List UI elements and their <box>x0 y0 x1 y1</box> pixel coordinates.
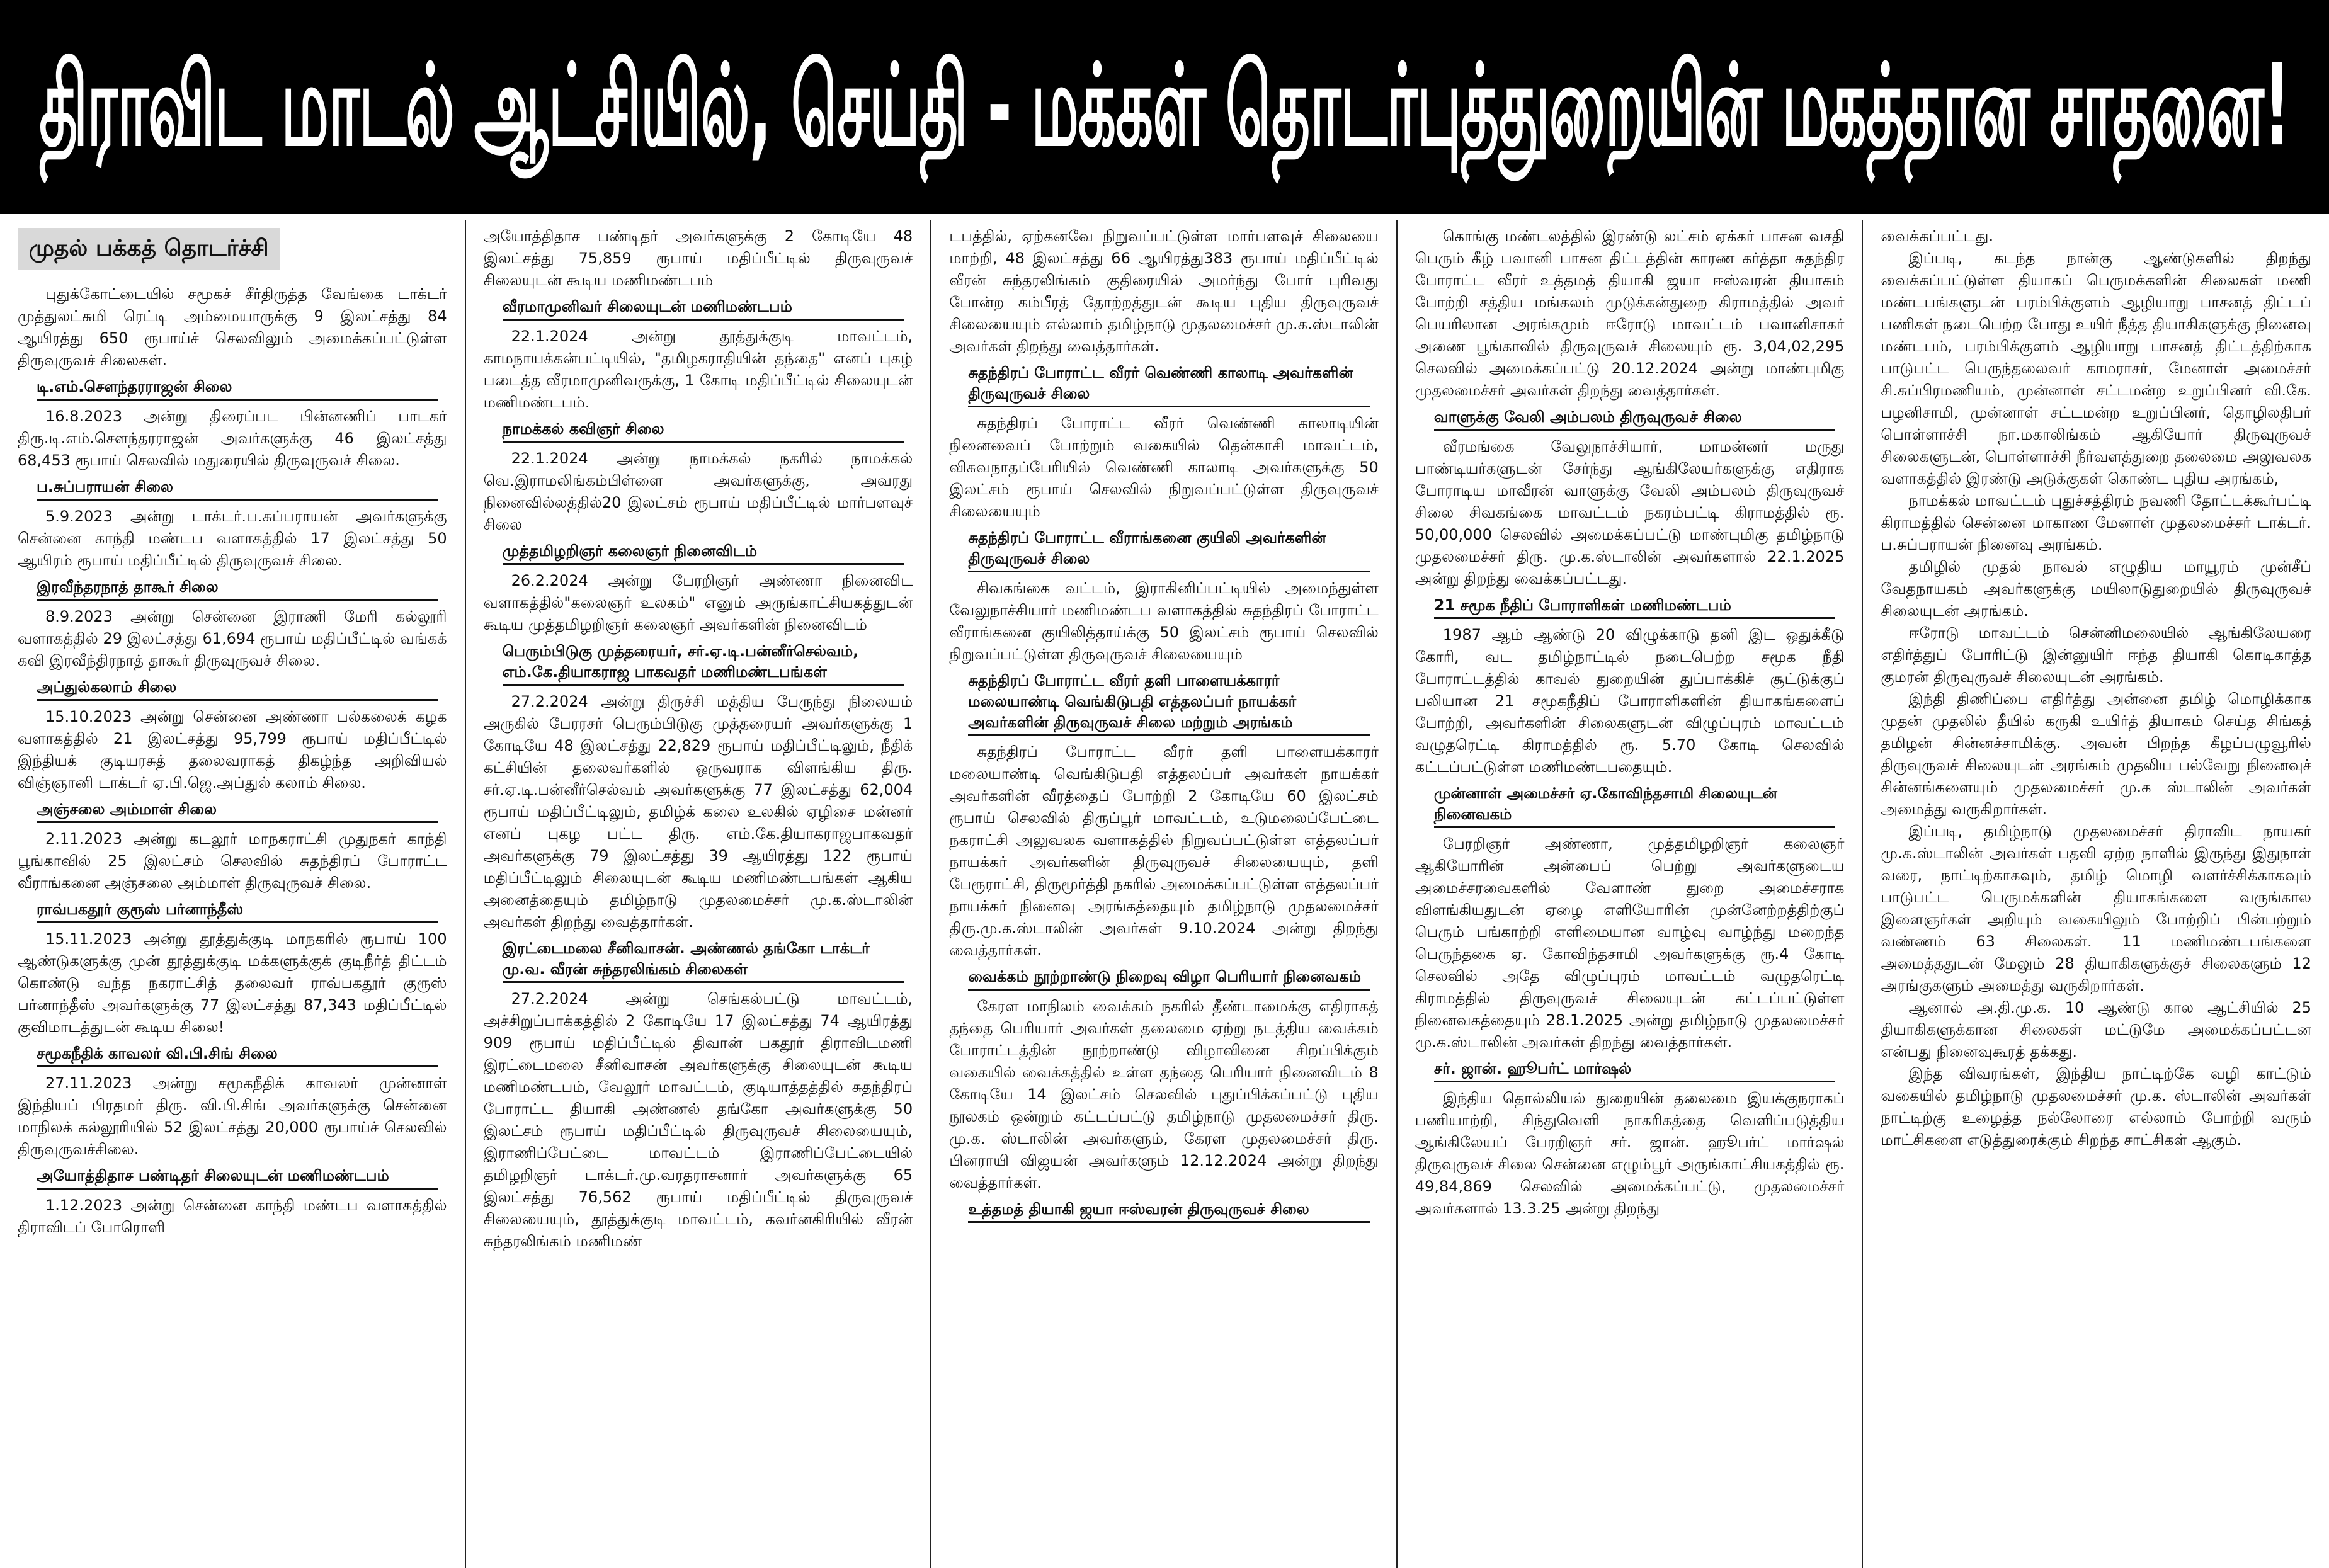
article-paragraph: இந்தி திணிப்பை எதிர்த்து அன்னை தமிழ் மொழிக்காக முதன் முதலில் தீயில் கருகி உயிர்த் தியாகம் செய்த சிங்கத் தமிழன் சின்னச்சாமிக்கு. அவன் பிறந்த கீழப்பழுவூரில் திருவுருவச் சிலையுடன் அரங்கம் முதலிய பல்வேறு நினைவுச் சின்னங்களையும் முதலமைச்சர் மு.க ஸ்டாலின் அவர்கள் அமைத்து வருகிறார்கள். <box>1881 690 2311 818</box>
article-paragraph: சிவகங்கை வட்டம், இராகினிப்பட்டியில் அமைந்துள்ள வேலுநாச்சியார் மணிமண்டப வளாகத்தில் சுதந்திரப் போராட்ட வீராங்கனை குயிலித்தாய்க்கு 50 இலட்சம் ரூபாய் செலவில் நிறுவப்பட்டுள்ள திருவுருவச் சிலையையும் <box>949 579 1379 663</box>
article-paragraph: 2.11.2023 அன்று கடலூர் மாநகராட்சி முதுநகர் காந்தி பூங்காவில் 25 இலட்சம் செலவில் சுதந்திரப் போராட்ட வீராங்கனை அஞ்சலை அம்மாள் திருவுருவச் சிலை. <box>18 830 447 892</box>
article-paragraph: நாமக்கல் மாவட்டம் புதுச்சத்திரம் நவணி தோட்டக்கூர்பட்டி கிராமத்தில் சென்னை மாகாண மேனாள் முதலமைச்சர் டாக்டர். ப.சுப்பராயன் நினைவு அரங்கம். <box>1881 492 2311 554</box>
section-subheading: இரவீந்தரநாத் தாகூர் சிலை <box>37 577 438 601</box>
section-subheading: உத்தமத் தியாகி ஜயா ஈஸ்வரன் திருவுருவச் சிலை <box>968 1199 1370 1223</box>
article-paragraph: கேரள மாநிலம் வைக்கம் நகரில் தீண்டாமைக்கு எதிராகத் தந்தை பெரியார் அவர்கள் தலைமை ஏற்று நடத்திய வைக்கம் போராட்டத்தின் நூற்றாண்டு விழாவினை சிறப்பிக்கும் வகையில் வைக்கத்தில் உள்ள தந்தை பெரியார் நினைவிடம் 8 கோடியே 14 இலட்சம் செலவில் புதுப்பிக்கப்பட்டு புதிய நூலகம் ஒன்றும் கட்டப்பட்டு தமிழ்நாடு முதலமைச்சர் திரு. மு.க. ஸ்டாலின் அவர்களும், கேரள முதலமைச்சர் திரு. பினராயி விஜயன் அவர்களும் 12.12.2024 அன்று திறந்து வைத்தார்கள். <box>949 997 1379 1191</box>
section-subheading: சுதந்திரப் போராட்ட வீராங்கனை குயிலி அவர்களின் திருவுருவச் சிலை <box>968 528 1370 572</box>
section-subheading: அப்துல்கலாம் சிலை <box>37 677 438 701</box>
section-subheading: டி.எம்.சௌந்தரராஜன் சிலை <box>37 377 438 401</box>
article-paragraph: இப்படி, கடந்த நான்கு ஆண்டுகளில் திறந்து வைக்கப்பட்டுள்ள தியாகப் பெருமக்களின் சிலைகள் மணி மண்டபங்களுடன் பரம்பிக்குளம் ஆழியாறு பாசனத் திட்டப் பணிகள் நடைபெற்ற போது உயிர் நீத்த தியாகிகளுக்கு நினைவு மண்டபம், பரம்பிக்குளம் ஆழியாறு பாசனத் திட்டத்திற்காக பாடுபட்ட பெருந்தலைவர் காமராசர், மேனாள் அமைச்சர் சி.சுப்பிரமணியம், முன்னாள் சட்டமன்ற உறுப்பினர் வி.கே. பழனிசாமி, முன்னாள் சட்டமன்ற உறுப்பினர், தொழிலதிபர் பொள்ளாச்சி நா.மகாலிங்கம் ஆகியோர் திருவுருவச் சிலைகளுடன், பொள்ளாச்சி நீர்வளத்துறை தலைமை அலுவலக வளாகத்தில் இரண்டு அடுக்குகள் கொண்ட புதிய அரங்கம், <box>1881 249 2311 487</box>
section-subheading: வைக்கம் நூற்றாண்டு நிறைவு விழா பெரியார் நினைவகம் <box>968 967 1370 991</box>
article-paragraph: 1987 ஆம் ஆண்டு 20 விழுக்காடு தனி இட ஒதுக்கீடு கோரி, வட தமிழ்நாட்டில் நடைபெற்ற சமூக நீதி போராட்டத்தில் காவல் துறையின் துப்பாக்கிச் சூட்டுக்குப் பலியான 21 சமூகநீதிப் போராளிகளின் தியாகங்களைப் போற்றி, அவர்களின் சிலைகளுடன் விழுப்புரம் மாவட்டம் வழுதரெட்டி கிராமத்தில் ரூ. 5.70 கோடி செலவில் கட்டப்பட்டுள்ள மணிமண்டபதையும். <box>1415 626 1845 776</box>
continued-paragraph: அயோத்திதாச பண்டிதர் அவர்களுக்கு 2 கோடியே 48 இலட்சத்து 75,859 ரூபாய் மதிப்பீட்டில் திருவுருவச் சிலையுடன் கூடிய மணிமண்டபம் <box>483 227 913 289</box>
article-paragraph: 15.10.2023 அன்று சென்னை அண்ணா பல்கலைக் கழக வளாகத்தில் 21 இலட்சத்து 95,799 ரூபாய் மதிப்பீட்டில் இந்தியக் குடியரசுத் தலைவராகத் திகழ்ந்த அறிவியல் விஞ்ஞானி டாக்டர் ஏ.பி.ஜெ.அப்துல் கலாம் சிலை. <box>18 708 447 792</box>
headline-banner <box>0 0 2329 214</box>
section-subheading: சுதந்திரப் போராட்ட வீரர் வெண்ணி காலாடி அவர்களின் திருவுருவச் சிலை <box>968 363 1370 407</box>
article-paragraph: 22.1.2024 அன்று நாமக்கல் நகரில் நாமக்கல் வெ.இராமலிங்கம்பிள்ளை அவர்களுக்கு, அவரது நினைவில்லத்தில்20 இலட்சம் ரூபாய் மதிப்பீட்டில் மார்பளவுச் சிலை <box>483 450 913 533</box>
article-paragraph: சுதந்திரப் போராட்ட வீரர் தளி பாளையக்காரர் மலையாண்டி வெங்கிடுபதி எத்தலப்பர் அவர்கள் நாயக்கர் அவர்களின் வீரத்தைப் போற்றி 2 கோடியே 60 இலட்சம் ரூபாய் செலவில் திருப்பூர் மாவட்டம், உடுமலைப்பேட்டை நகராட்சி அலுவலக வளாகத்தில் நிறுவப்பட்டுள்ள எத்தலப்பர் நாயக்கர் அவர்களின் திருவுருவச் சிலையையும், தளி பேரூராட்சி, திருமூர்த்தி நகரில் அமைக்கப்பட்டுள்ள எத்தலப்பர் நாயக்கர் நினைவு அரங்கத்தையும் தமிழ்நாடு முதலமைச்சர் திரு.மு.க.ஸ்டாலின் அவர்கள் 9.10.2024 அன்று திறந்து வைத்தார்கள். <box>949 743 1379 959</box>
article-paragraph: 27.2.2024 அன்று செங்கல்பட்டு மாவட்டம், அச்சிறுப்பாக்கத்தில் 2 கோடியே 17 இலட்சத்து 74 ஆயிரத்து 909 ரூபாய் மதிப்பீட்டில் திவான் பகதூர் திராவிடமணி இரட்டைமலை சீனிவாசன் அவர்களுக்கு சிலையுடன் கூடிய மணிமண்டபம், வேலூர் மாவட்டம், குடியாத்தத்தில் சுதந்திரப் போராட்ட தியாகி அண்ணல் தங்கோ அவர்களுக்கு 50 இலட்சம் ரூபாய் மதிப்பீட்டில் திருவுருவச் சிலையையும், இராணிப்பேட்டை மாவட்டம் இராணிப்பேட்டையில் தமிழறிஞர் டாக்டர்.மு.வரதராசனார் அவர்களுக்கு 65 இலட்சத்து 76,562 ரூபாய் மதிப்பீட்டில் திருவுருவச் சிலையையும், தூத்துக்குடி மாவட்டம், கவர்னகிரியில் வீரன் சுந்தரலிங்கம் மணிமண் <box>483 990 913 1250</box>
column-3 <box>931 220 1398 1568</box>
article-paragraph: 16.8.2023 அன்று திரைப்பட பின்னணிப் பாடகர் திரு.டி.எம்.சௌந்தரராஜன் அவர்களுக்கு 46 இலட்சத்து 68,453 ரூபாய் செலவில் மதுரையில் திருவுருவச் சிலை. <box>18 407 447 469</box>
column-4 <box>1398 220 1864 1568</box>
column-5 <box>1863 220 2329 1568</box>
article-paragraph: 27.11.2023 அன்று சமூகநீதிக் காவலர் முன்னாள் இந்தியப் பிரதமர் திரு. வி.பி.சிங் அவர்களுக்கு சென்னை மாநிலக் கல்லூரியில் 52 இலட்சத்து 20,000 ரூபாய்ச் செலவில் திருவுருவச்சிலை. <box>18 1074 447 1158</box>
article-paragraph: பேரறிஞர் அண்ணா, முத்தமிழறிஞர் கலைஞர் ஆகியோரின் அன்பைப் பெற்று அவர்களுடைய அமைச்சரவைகளில் வேளாண் துறை அமைச்சராக விளங்கியதுடன் ஏழை எளியோரின் முன்னேற்றத்திற்குப் பெரும் பங்காற்றி எளிமையான வாழ்வு வாழ்ந்து மறைந்த பெருந்தகை ஏ. கோவிந்தசாமி அவர்களுக்கு ரூ.4 கோடி செலவில் அதே விழுப்புரம் மாவட்டம் வழுதரெட்டி கிராமத்தில் திருவுருவச் சிலையுடன் கட்டப்பட்டுள்ள நினைவகத்தையும் 28.1.2025 அன்று தமிழ்நாடு முதலமைச்சர் மு.க.ஸ்டாலின் அவர்கள் திறந்து வைத்தார்கள். <box>1415 835 1845 1051</box>
article-paragraph: 5.9.2023 அன்று டாக்டர்.ப.சுப்பராயன் அவர்களுக்கு சென்னை காந்தி மண்டப வளாகத்தில் 17 இலட்சத்து 50 ஆயிரம் ரூபாய் மதிப்பீட்டில் திருவுருவச் சிலை. <box>18 508 447 569</box>
section-subheading: சர். ஜான். ஹூபர்ட் மார்ஷல் <box>1434 1059 1836 1082</box>
article-columns <box>0 220 2329 1568</box>
section-subheading: 21 சமூக நீதிப் போராளிகள் மணிமண்டபம் <box>1434 595 1836 619</box>
article-paragraph: 22.1.2024 அன்று தூத்துக்குடி மாவட்டம், காமநாயக்கன்பட்டியில், "தமிழகராதியின் தந்தை" எனப் புகழ் படைத்த வீரமாமுனிவருக்கு, 1 கோடி மதிப்பீட்டில் சிலையுடன் மணிமண்டபம். <box>483 327 913 411</box>
section-subheading: ராவ்பகதூர் குரூஸ் பர்னாந்தீஸ் <box>37 899 438 923</box>
section-subheading: அஞ்சலை அம்மாள் சிலை <box>37 799 438 823</box>
article-paragraph: சுதந்திரப் போராட்ட வீரர் வெண்ணி காலாடியின் நினைவைப் போற்றும் வகையில் தென்காசி மாவட்டம், விசுவநாதப்பேரியில் வெண்ணி காலாடி அவர்களுக்கு 50 இலட்சம் ரூபாய் செலவில் நிறுவப்பட்டுள்ள திருவுருவச் சிலையையும் <box>949 414 1379 520</box>
column-1 <box>0 220 466 1568</box>
section-subheading: முத்தமிழறிஞர் கலைஞர் நினைவிடம் <box>503 541 904 565</box>
article-paragraph: 26.2.2024 அன்று பேரறிஞர் அண்ணா நினைவிட வளாகத்தில்"கலைஞர் உலகம்" எனும் அருங்காட்சியகத்துடன் கூடிய முத்தமிழறிஞர் கலைஞர் அவர்களின் நினைவிடம் <box>483 572 913 633</box>
article-paragraph: ஈரோடு மாவட்டம் சென்னிமலையில் ஆங்கிலேயரை எதிர்த்துப் போரிட்டு இன்னுயிர் ஈந்த தியாகி கொடிகாத்த குமரன் திருவுருவச் சிலையுடன் அரங்கம். <box>1881 624 2311 686</box>
section-subheading: நாமக்கல் கவிஞர் சிலை <box>503 419 904 443</box>
article-paragraph: 27.2.2024 அன்று திருச்சி மத்திய பேருந்து நிலையம் அருகில் பேரரசர் பெரும்பிடுகு முத்தரையர் அவர்களுக்கு 1 கோடியே 48 இலட்சத்து 22,829 ரூபாய் மதிப்பீட்டிலும், நீதிக் கட்சியின் தலைவர்களில் ஒருவராக விளங்கிய திரு. சர்.ஏ.டி.பன்னீர்செல்வம் அவர்களுக்கு 77 இலட்சத்து 62,004 ரூபாய் மதிப்பீட்டிலும், தமிழ்க் கலை உலகில் ஏழிசை மன்னர் எனப் புகழ பட்ட திரு. எம்.கே.தியாகராஜபாகவதர் அவர்களுக்கு 79 இலட்சத்து 39 ஆயிரத்து 122 ரூபாய் மதிப்பீட்டிலும் சிலையுடன் கூடிய மணிமண்டபங்கள் ஆகிய அனைத்தையும் தமிழ்நாடு முதலமைச்சர் மு.க.ஸ்டாலின் அவர்கள் திறந்து வைத்தார்கள். <box>483 693 913 931</box>
section-subheading: இரட்டைமலை சீனிவாசன். அண்ணல் தங்கோ டாக்டர் மு.வ. வீரன் சுந்தரலிங்கம் சிலைகள் <box>503 938 904 983</box>
article-paragraph: தமிழில் முதல் நாவல் எழுதிய மாயூரம் முன்சீப் வேதநாயகம் அவர்களுக்கு மயிலாடுதுறையில் திருவுருவச் சிலையுடன் அரங்கம். <box>1881 558 2311 620</box>
section-subheading: ப.சுப்பராயன் சிலை <box>37 477 438 501</box>
article-paragraph: 15.11.2023 அன்று தூத்துக்குடி மாநகரில் ரூபாய் 100 ஆண்டுகளுக்கு முன் தூத்துக்குடி மக்களுக்குக் குடிநீர்த் திட்டம் கொண்டு வந்த நகராட்சித் தலைவர் ராவ்பகதூர் குரூஸ் பர்னாந்தீஸ் அவர்களுக்கு 77 இலட்சத்து 87,343 மதிப்பீட்டில் குவிமாடத்துடன் கூடிய சிலை! <box>18 930 447 1036</box>
section-subheading: அயோத்திதாச பண்டிதர் சிலையுடன் மணிமண்டபம் <box>37 1166 438 1190</box>
article-paragraph: இப்படி, தமிழ்நாடு முதலமைச்சர் திராவிட நாயகர் மு.க.ஸ்டாலின் அவர்கள் பதவி ஏற்ற நாளில் இருந்து இதுநாள் வரை, நாட்டிற்காகவும், தமிழ் மொழி வளர்ச்சிக்காகவும் பாடுபட்ட பெருமக்களின் தியாகங்களை வருங்கால இளைஞர்கள் அறியும் வகையிலும் போற்றிப் பின்பற்றும் வண்ணம் 63 சிலைகள். 11 மணிமண்டபங்களை அமைத்ததுடன் மேலும் 28 தியாகிகளுக்குச் சிலைகளும் 12 அரங்குகளும் அமைத்து வருகிறார்கள். <box>1881 822 2311 994</box>
continued-paragraph: டபத்தில், ஏற்கனவே நிறுவப்பட்டுள்ள மார்பளவுச் சிலையை மாற்றி, 48 இலட்சத்து 66 ஆயிரத்து383 ரூபாய் மதிப்பீட்டில் வீரன் சுந்தரலிங்கம் குதிரையில் அமர்ந்து போர் புரிவது போன்ற கம்பீரத் தோற்றத்துடன் கூடிய புதிய திருவுருவச் சிலையையும் எல்லாம் தமிழ்நாடு முதலமைச்சர் மு.க.ஸ்டாலின் அவர்கள் திறந்து வைத்தார்கள். <box>949 227 1379 355</box>
article-paragraph: புதுக்கோட்டையில் சமூகச் சீர்திருத்த வேங்கை டாக்டர் முத்துலட்சுமி ரெட்டி அம்மையாருக்கு 9 இலட்சத்து 84 ஆயிரத்து 650 ரூபாய்ச் செலவிலும் அமைக்கப்பட்டுள்ள திருவுருவச் சிலைகள். <box>18 285 447 369</box>
article-paragraph: 8.9.2023 அன்று சென்னை இராணி மேரி கல்லூரி வளாகத்தில் 29 இலட்சத்து 61,694 ரூபாய் மதிப்பீட்டில் வங்கக் கவி இரவீந்திரநாத் தாகூர் திருவுருவச் சிலை. <box>18 608 447 669</box>
continued-paragraph: வைக்கப்பட்டது. <box>1881 227 1994 245</box>
headline-title: திராவிட மாடல் ஆட்சியில், செய்தி - மக்கள் தொடர்புத்துறையின் மகத்தான சாதனை! <box>39 42 2290 173</box>
article-paragraph: ஆனால் அ.தி.மு.க. 10 ஆண்டு கால ஆட்சியில் 25 தியாகிகளுக்கான சிலைகள் மட்டுமே அமைக்கப்பட்டன என்பது நினைவுகூரத் தக்கது. <box>1881 999 2311 1060</box>
article-paragraph: இந்த விவரங்கள், இந்திய நாட்டிற்கே வழி காட்டும் வகையில் தமிழ்நாடு முதலமைச்சர் மு.க. ஸ்டாலின் அவர்கள் நாட்டிற்கு உழைத்த நல்லோரை எல்லாம் போற்றி வரும் மாட்சிகளை எடுத்துரைக்கும் சிறந்த சாட்சிகள் ஆகும். <box>1881 1065 2311 1149</box>
article-paragraph: இந்திய தொல்லியல் துறையின் தலைமை இயக்குநராகப் பணியாற்றி, சிந்துவெளி நாகரிகத்தை வெளிப்படுத்திய ஆங்கிலேயப் பேரறிஞர் சர். ஜான். ஹூபர்ட் மார்ஷல் திருவுருவச் சிலை சென்னை எழும்பூர் அருங்காட்சியகத்தில் ரூ. 49,84,869 செலவில் அமைக்கப்பட்டு, முதலமைச்சர் அவர்களால் 13.3.25 அன்று திறந்து <box>1415 1089 1845 1217</box>
section-subheading: சுதந்திரப் போராட்ட வீரர் தளி பாளையக்காரர் மலையாண்டி வெங்கிடுபதி எத்தலப்பர் நாயக்கர் அவர்களின் திருவுருவச் சிலை மற்றும் அரங்கம் <box>968 671 1370 736</box>
article-paragraph: 1.12.2023 அன்று சென்னை காந்தி மண்டப வளாகத்தில் திராவிடப் போரொளி <box>18 1196 447 1236</box>
continuation-kicker: முதல் பக்கத் தொடர்ச்சி <box>18 228 280 270</box>
article-paragraph: வீரமங்கை வேலுநாச்சியார், மாமன்னர் மருது பாண்டியர்களுடன் சேர்ந்து ஆங்கிலேயர்களுக்கு எதிராக போராடிய மாவீரன் வாளுக்கு வேலி அம்பலம் திருவுருவச் சிலை சிவகங்கை மாவட்டம் நகரம்பட்டி கிராமத்தில் ரூ. 50,00,000 செலவில் அமைக்கப்பட்டு மாண்புமிகு தமிழ்நாடு முதலமைச்சர் திரு. மு.க.ஸ்டாலின் அவர்களால் 22.1.2025 அன்று திறந்து வைக்கப்பட்டது. <box>1415 438 1845 588</box>
section-subheading: பெரும்பிடுகு முத்தரையர், சர்.ஏ.டி.பன்னீர்செல்வம், எம்.கே.தியாகராஜ பாகவதர் மணிமண்டபங்கள் <box>503 641 904 686</box>
section-subheading: வீரமாமுனிவர் சிலையுடன் மணிமண்டபம் <box>503 297 904 321</box>
column-2 <box>466 220 932 1568</box>
section-subheading: சமூகநீதிக் காவலர் வி.பி.சிங் சிலை <box>37 1043 438 1067</box>
section-subheading: வாளுக்கு வேலி அம்பலம் திருவுருவச் சிலை <box>1434 407 1836 431</box>
section-subheading: முன்னாள் அமைச்சர் ஏ.கோவிந்தசாமி சிலையுடன் நினைவகம் <box>1434 783 1836 828</box>
article-paragraph: கொங்கு மண்டலத்தில் இரண்டு லட்சம் ஏக்கர் பாசன வசதி பெரும் கீழ் பவானி பாசன திட்டத்தின் காரண கர்த்தா சுதந்திர போராட்ட வீரர் உத்தமத் தியாகி ஜயா ஈஸ்வரன் தியாகம் போற்றி சத்திய மங்கலம் முடுக்கன்துறை கிராமத்தில் அவர் பெயரிலான அரங்கமும் ஈரோடு மாவட்டம் பவானிசாகர் அணை பூங்காவில் திருவுருவச் சிலையும் ரூ. 3,04,02,295 செலவில் அமைக்கப்பட்டு 20.12.2024 அன்று மாண்புமிகு முதலமைச்சர் அவர்கள் திறந்து வைத்தார்கள். <box>1415 227 1845 399</box>
